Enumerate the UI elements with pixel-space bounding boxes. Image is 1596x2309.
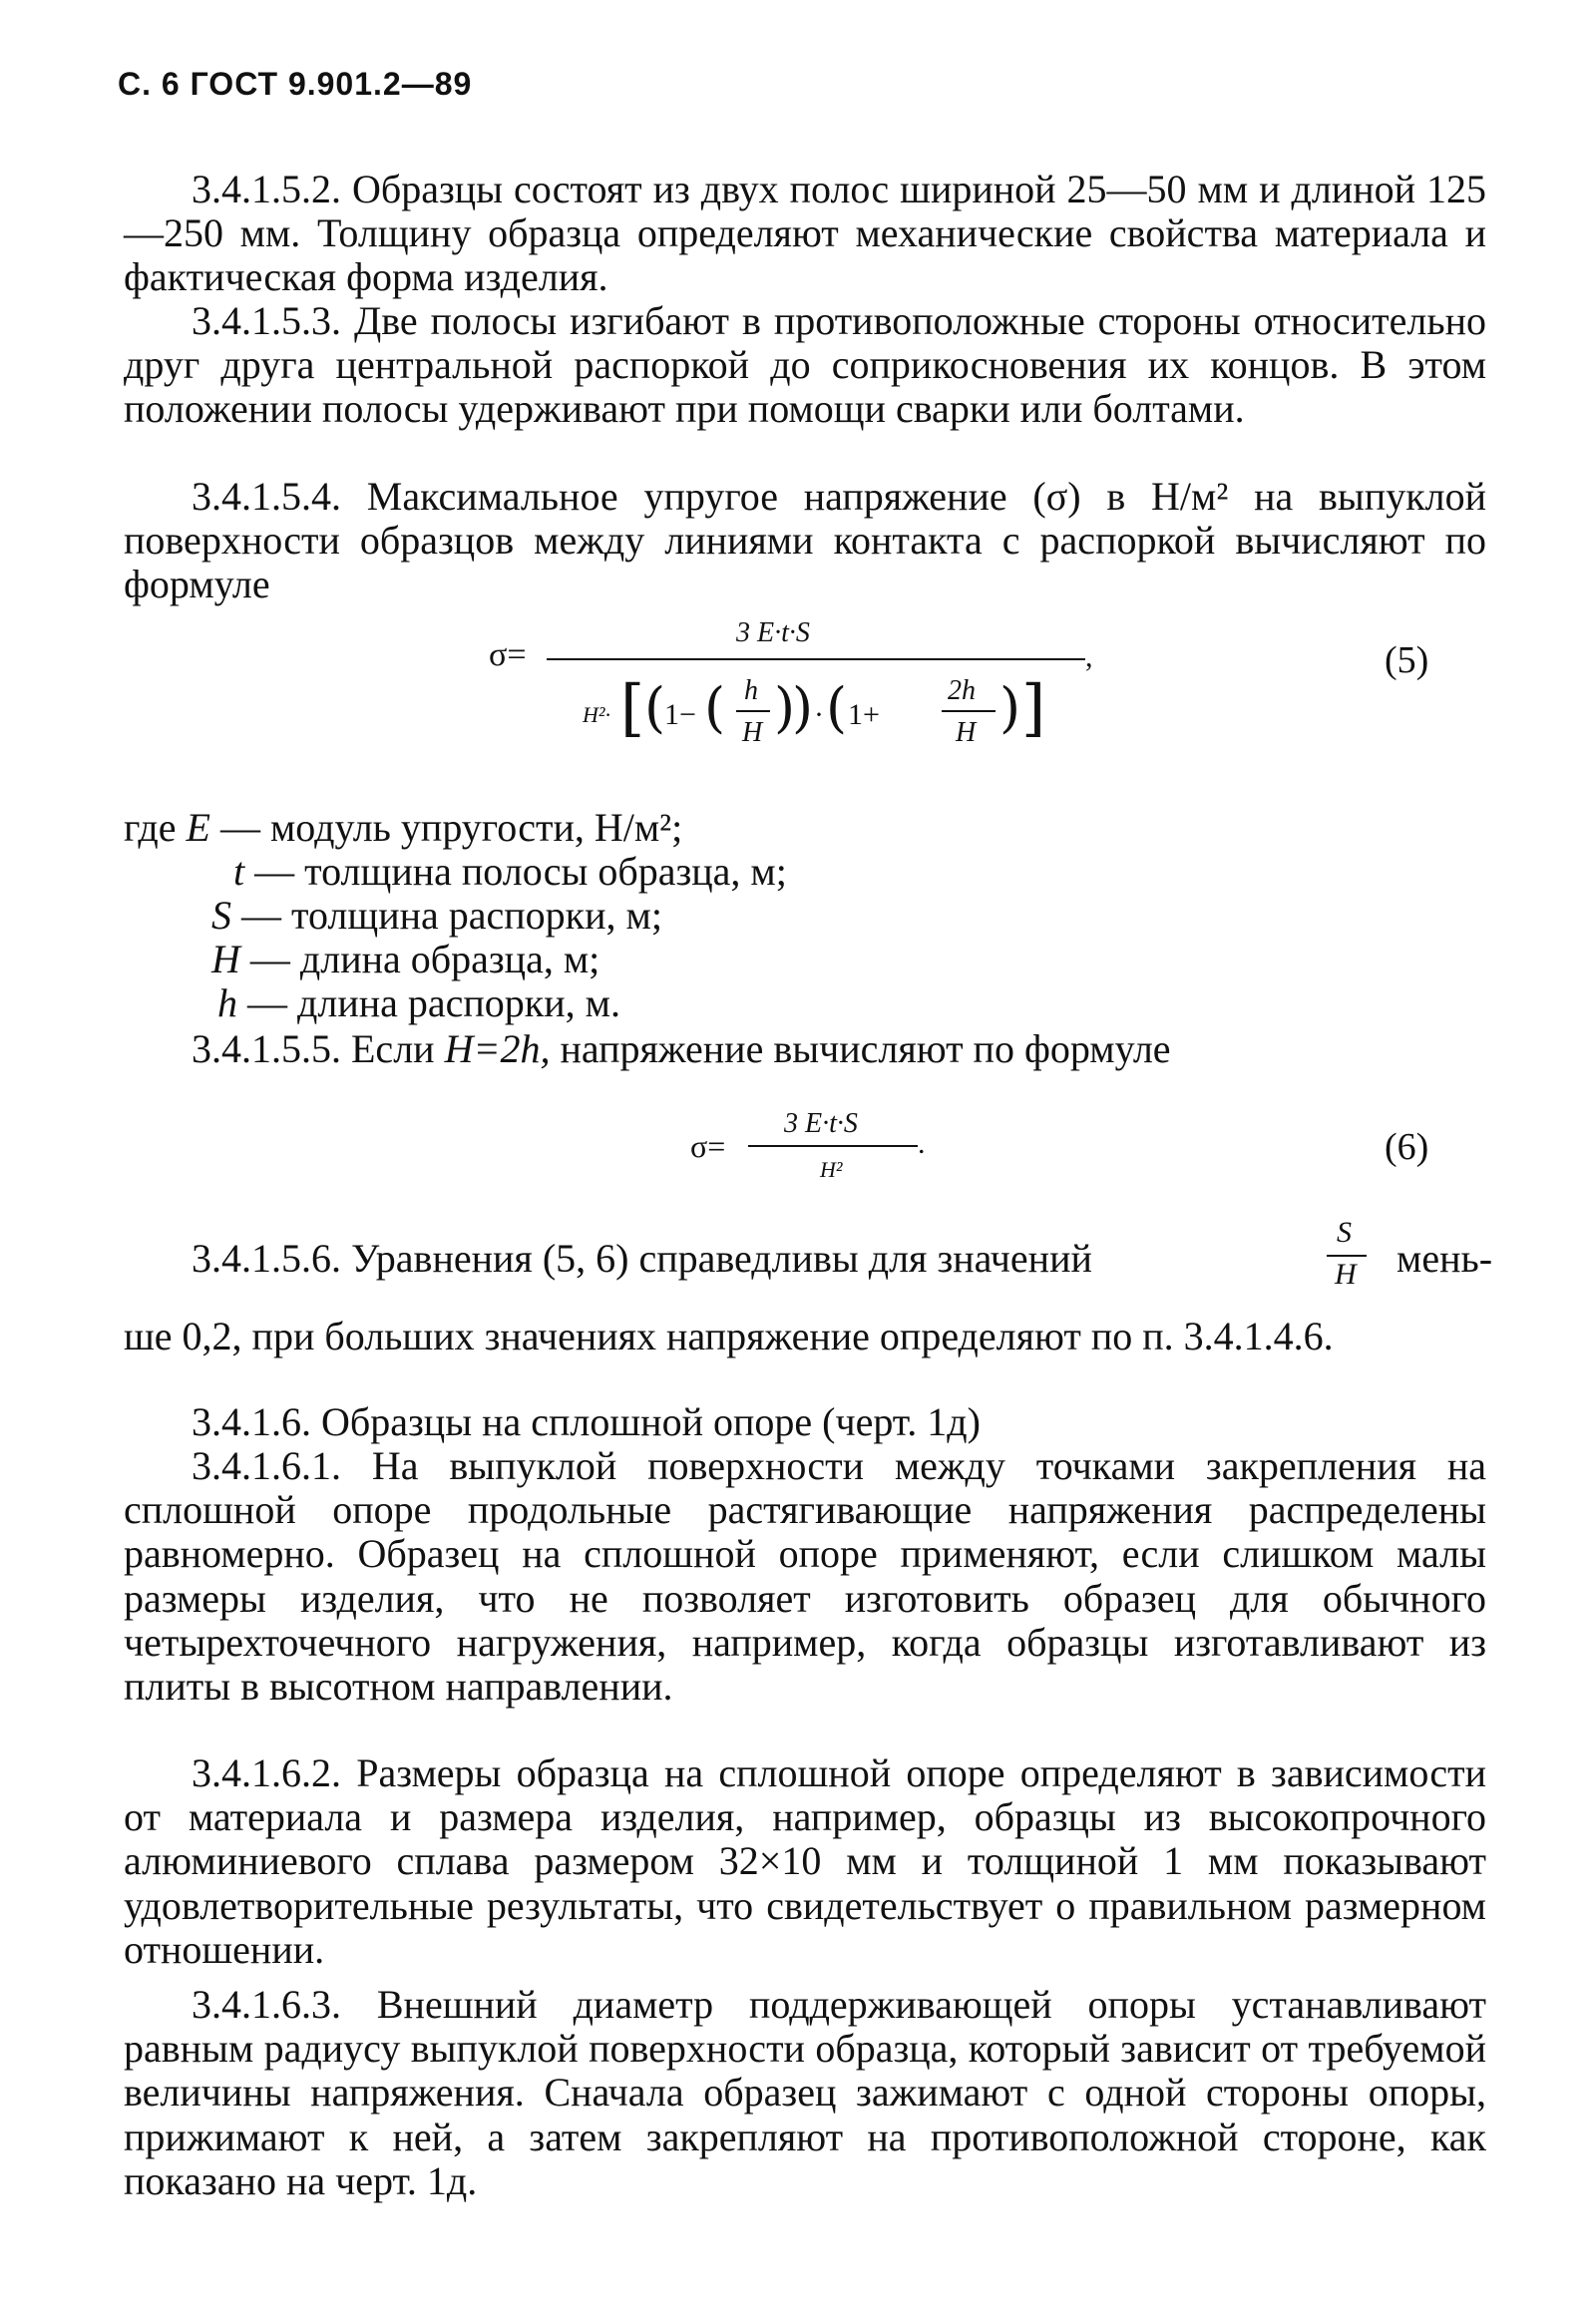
- paragraph-3-4-1-5-6-start: 3.4.1.5.6. Уравнения (5, 6) справедливы для значений: [192, 1236, 1092, 1281]
- paragraph-3-4-1-5-6-end: мень-: [1396, 1236, 1493, 1281]
- paragraph-3-4-1-5-6-rest: ше 0,2, при больших значениях напряжение определяют по п. 3.4.1.4.6.: [124, 1314, 1334, 1358]
- formula-5-right-bracket: ]: [1021, 671, 1046, 744]
- paragraph-3-4-1-5-4: 3.4.1.5.4. Максимальное упругое напряжение (σ) в Н/м² на выпуклой поверхности образцов между линиями контакта с распоркой вычисляют по формуле: [124, 474, 1486, 607]
- condition-h-equals-2h: H=2h,: [444, 1026, 551, 1071]
- paragraph-3-4-1-5-5-end: напряжение вычисляют по формуле: [560, 1026, 1171, 1071]
- formula-6-numerator: 3 E·t·S: [784, 1108, 858, 1139]
- paragraph-3-4-1-6-2: 3.4.1.6.2. Размеры образца на сплошной опоре определяют в зависимости от материала и размера изделия, например, образцы из высокопрочного алюминиевого сплава размером 32×10 мм и толщиной 1 мм показывают удовлетворительные результаты, что свидетельствует о правильном размерном отношении.: [124, 1750, 1486, 1972]
- variable-symbol: S: [211, 893, 231, 938]
- ratio-denominator: H: [1335, 1258, 1357, 1291]
- paragraph-3-4-1-5-2: 3.4.1.5.2. Образцы состоят из двух полос шириной 25—50 мм и длиной 125—250 мм. Толщину образца определяют механические свойства материала и фактическая форма изделия.: [124, 167, 1486, 300]
- formula-5-frac2-num: 2h: [948, 675, 976, 706]
- paragraph-3-4-1-5-3: 3.4.1.5.3. Две полосы изгибают в противоположные стороны относительно друг друга центральной распоркой до соприкосновения их концов. В этом положении полосы удерживают при помощи сварки или болтами.: [124, 298, 1486, 432]
- paragraph-3-4-1-6-3: 3.4.1.6.3. Внешний диаметр поддерживающей опоры устанавливают равным радиусу выпуклой поверхности образца, который зависит от требуемой величины напряжения. Сначала образец зажимают с одной стороны опоры, прижимают к ней, а затем закрепляют на противоположной стороне, как показано на черт. 1д.: [124, 1982, 1486, 2203]
- formula-5-one-plus: 1+: [848, 698, 880, 731]
- paragraph-3-4-1-5-5: [192, 1027, 1171, 1071]
- variable-symbol: t: [233, 849, 245, 894]
- variable-symbol: H: [211, 937, 240, 981]
- formula-5-paren-close-3: ): [999, 676, 1021, 739]
- formula-5-number: (5): [1385, 639, 1429, 681]
- formula-5-paren-close-2: ): [774, 676, 796, 739]
- formula-5-lhs: σ=: [489, 636, 527, 673]
- variable-h-lower-row: [217, 981, 620, 1025]
- formula-5-frac1-den: H: [742, 717, 763, 748]
- variable-t-row: [233, 850, 787, 894]
- formula-5-fraction-bar: [547, 658, 1085, 660]
- formula-6-fraction-bar: [748, 1145, 918, 1147]
- ratio-numerator: S: [1337, 1216, 1352, 1249]
- formula-5-tail: ,: [1085, 640, 1093, 673]
- paragraph-3-4-1-5-5-start: 3.4.1.5.5. Если: [192, 1026, 435, 1071]
- formula-5-numerator: 3 E·t·S: [736, 617, 810, 648]
- formula-5-left-bracket: [: [620, 671, 645, 744]
- formula-5-one-minus: 1−: [664, 698, 696, 731]
- formula-6-lhs: σ=: [690, 1128, 726, 1164]
- paragraph-3-4-1-6-1: 3.4.1.6.1. На выпуклой поверхности между точками закрепления на сплошной опоре продольные растягивающие напряжения распределены равномерно. Образец на сплошной опоре применяют, если слишком малы размеры изделия, что не позволяет изготовить образец для обычного четырехточечного нагружения, например, когда образцы изготавливают из плиты в высотном направлении.: [124, 1443, 1486, 1710]
- formula-5-paren-open-1: (: [644, 676, 666, 739]
- variable-symbol: h: [217, 980, 237, 1025]
- variable-s-row: [211, 894, 662, 938]
- page-header: С. 6 ГОСТ 9.901.2—89: [118, 66, 473, 102]
- formula-6-tail: .: [918, 1127, 926, 1160]
- formula-5-frac2-den: H: [956, 717, 977, 748]
- variable-description: — толщина распорки, м;: [241, 893, 662, 938]
- ratio-bar: [1327, 1255, 1367, 1257]
- formula-5-paren-open-3: (: [826, 676, 848, 739]
- variable-e-row: [124, 806, 682, 850]
- paragraph-3-4-1-6: 3.4.1.6. Образцы на сплошной опоре (черт. 1д): [192, 1399, 981, 1444]
- formula-5-paren-close-1: ): [792, 676, 814, 739]
- variable-symbol: E: [186, 805, 210, 850]
- variable-description: — длина распорки, м.: [247, 980, 620, 1025]
- formula-5-dot: ·: [814, 698, 824, 731]
- variable-h-upper-row: [211, 938, 599, 981]
- formula-5-frac1-num: h: [744, 675, 758, 706]
- formula-6-number: (6): [1385, 1126, 1429, 1168]
- formula-5-frac1-bar: [736, 710, 770, 712]
- formula-5-h-squared: H²·: [583, 702, 610, 727]
- formula-6-denominator: H²: [820, 1157, 843, 1182]
- variable-description: — модуль упругости, Н/м²;: [219, 805, 683, 850]
- where-label: где: [124, 805, 177, 850]
- formula-5-frac2-bar: [942, 710, 996, 712]
- variable-description: — длина образца, м;: [249, 937, 600, 981]
- formula-5-paren-open-2: (: [704, 676, 726, 739]
- variable-description: — толщина полосы образца, м;: [254, 849, 787, 894]
